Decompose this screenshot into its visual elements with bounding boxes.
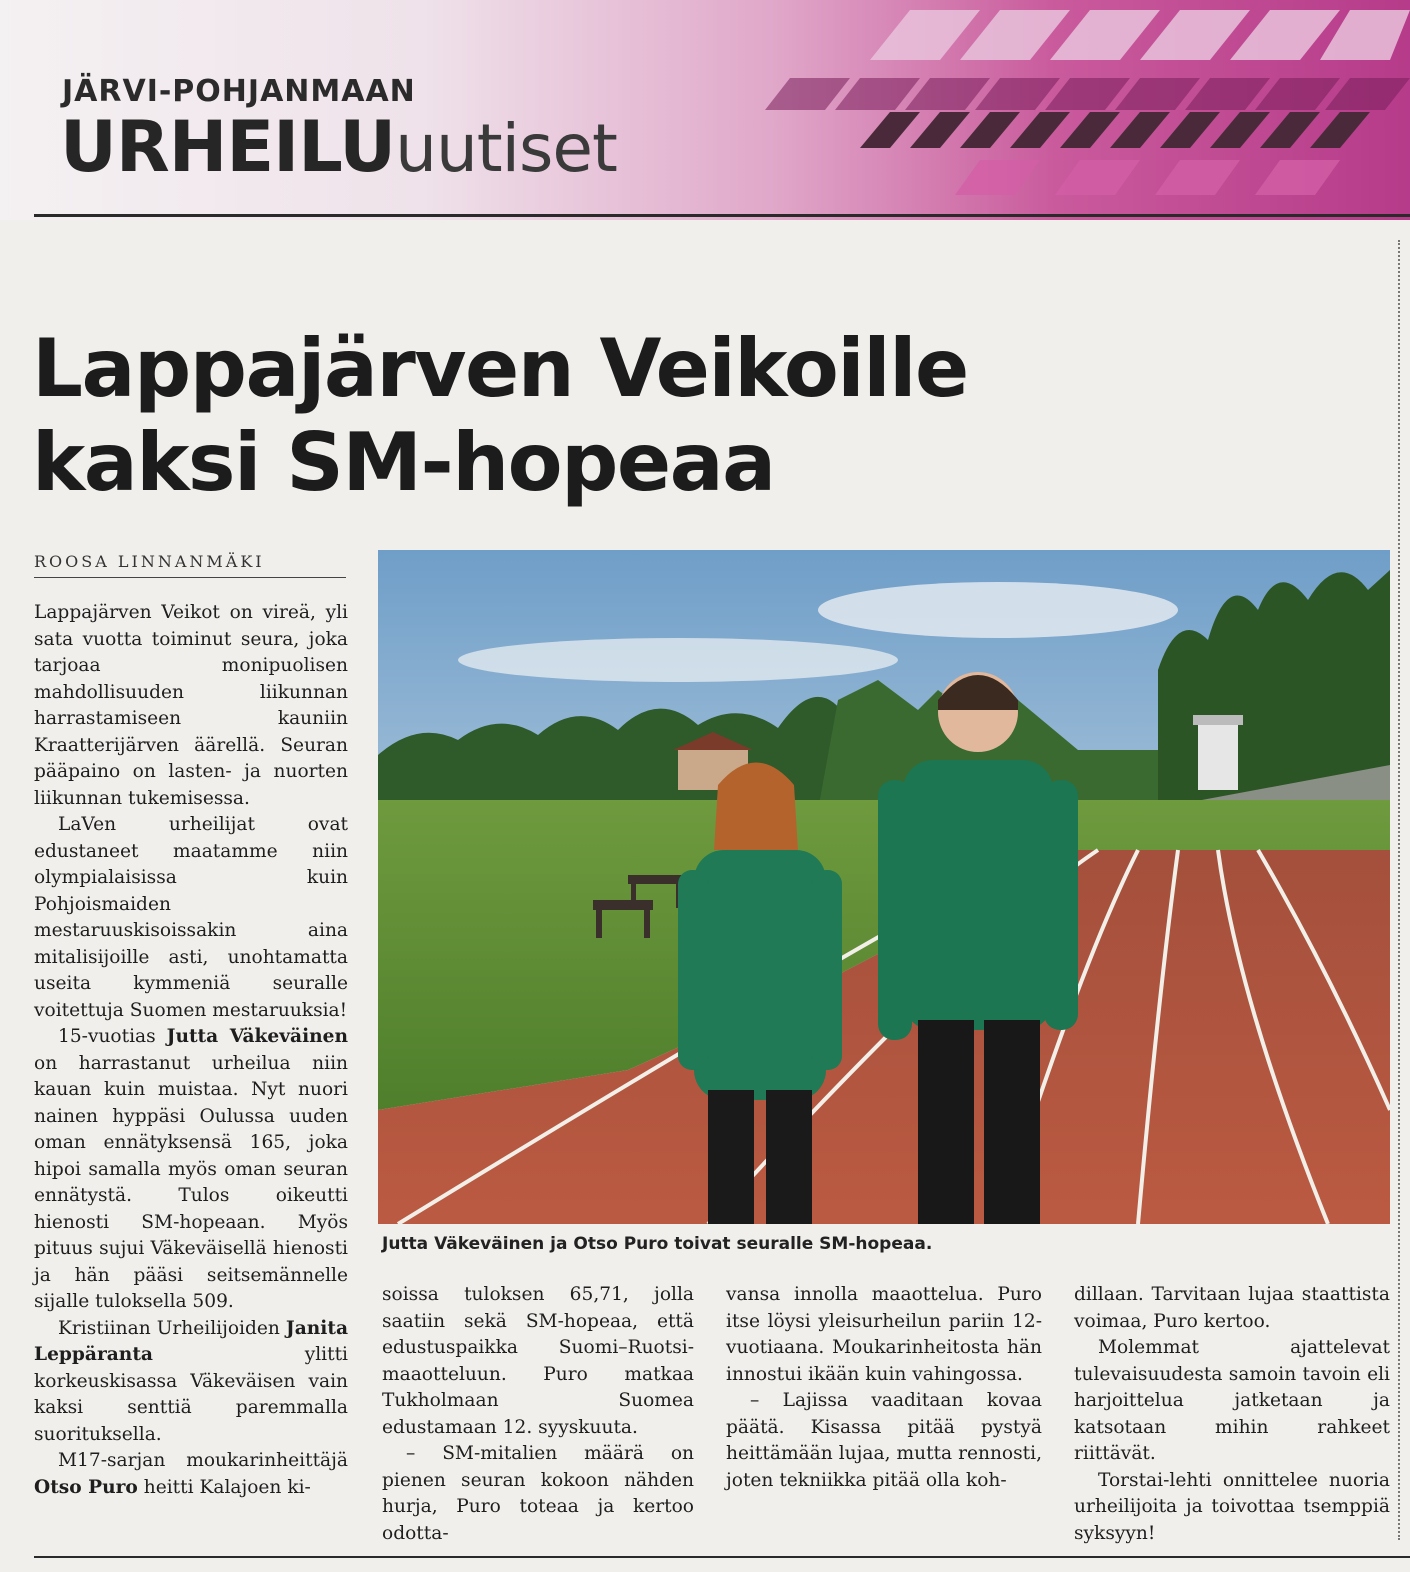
- paragraph: Lappajärven Veikot on vireä, yli sata vuotta toiminut seura, joka tarjoaa monipuolisen mahdollisuuden liikunnan harrastamiseen kauniin Kraatterijärven äärellä. Seuran pääpaino on lasten- ja nuorten liikunnan tukemisessa.: [34, 602, 348, 809]
- athlete-name: Jutta Väkeväinen: [166, 1026, 349, 1047]
- text-column-4: [1074, 1282, 1390, 1547]
- paragraph: – Lajissa vaaditaan kovaa päätä. Kisassa pitää pystyä heittämään lujaa, mutta rennosti, joten tekniikka pitää olla koh-: [726, 1390, 1042, 1491]
- column-divider: [1398, 240, 1400, 1540]
- paragraph: M17-sarjan moukarinheittäjä Otso Puro heitti Kalajoen ki-: [34, 1450, 348, 1498]
- paragraph: soissa tuloksen 65,71, jolla saatiin sekä SM-hopeaa, että edustuspaikka Suomi–Ruotsi-maaotteluun. Puro matkaa Tukholmaan Suomea edustamaan 12. syyskuuta.: [382, 1284, 694, 1438]
- headline-line-2: kaksi SM-hopeaa: [32, 416, 775, 509]
- paragraph: 15-vuotias Jutta Väkeväinen on harrastanut urheilua niin kauan kuin muistaa. Nyt nuori nainen hyppäsi Oulussa uuden oman ennätyksensä 165, joka hipoi samalla myös oman seuran ennätystä. Tulos oikeutti hienosti SM-hopeaan. Myös pituus sujui Väkeväisellä hienosti ja hän pääsi seitsemännelle sijalle tuloksella 509.: [34, 1026, 349, 1312]
- athlete-name: Otso Puro: [34, 1476, 138, 1498]
- photo-caption: Jutta Väkeväinen ja Otso Puro toivat seuralle SM-hopeaa.: [382, 1234, 933, 1254]
- section-title: [60, 106, 617, 188]
- bottom-rule: [34, 1556, 1410, 1558]
- paragraph: vansa innolla maaottelua. Puro itse löysi yleisurheilun pariin 12-vuotiaana. Moukarinheitosta hän innostui ikään kuin vahingossa.: [726, 1284, 1042, 1385]
- paragraph: – SM-mitalien määrä on pienen seuran kokoon nähden hurja, Puro toteaa ja kertoo odotta-: [382, 1443, 694, 1544]
- section-title-bold: URHEILU: [60, 106, 396, 188]
- text-column-2: [382, 1282, 694, 1547]
- text-column-3: [726, 1282, 1042, 1494]
- athletes-on-track-image: [378, 550, 1390, 1224]
- paragraph: Torstai-lehti onnittelee nuoria urheilijoita ja toivottaa tsemppiä syksyyn!: [1074, 1469, 1390, 1544]
- top-rule: [34, 214, 1410, 217]
- diagonal-stripes-decoration: [560, 0, 1410, 220]
- paragraph: LaVen urheilijat ovat edustaneet maatamme niin olympialaisissa kuin Pohjoismaiden mestaruuskisoissakin aina mitalisijoille asti, unohtamatta useita kymmeniä seuralle voitettuja Suomen mestaruuksia!: [34, 814, 348, 1021]
- paragraph: Kristiinan Urheilijoiden Janita Leppäranta ylitti korkeuskisassa Väkeväisen vain kaksi senttiä paremmalla suorituksella.: [34, 1317, 348, 1445]
- section-title-light: uutiset: [395, 110, 617, 187]
- article-headline: [32, 322, 1032, 510]
- paragraph: Molemmat ajattelevat tulevaisuudesta samoin tavoin eli harjoittelua jatketaan ja katsotaan mihin rahkeet riittävät.: [1074, 1337, 1390, 1464]
- masthead-kicker: JÄRVI-POHJANMAAN: [62, 74, 416, 109]
- athlete-name: Janita Leppäranta: [34, 1317, 348, 1365]
- article-photo: [378, 550, 1390, 1224]
- headline-line-1: Lappajärven Veikoille: [32, 322, 968, 415]
- paragraph: dillaan. Tarvitaan lujaa staattista voimaa, Puro kertoo.: [1074, 1284, 1390, 1332]
- byline-rule: [34, 577, 346, 578]
- text-column-1: [34, 600, 348, 1501]
- masthead-banner: [0, 0, 1410, 220]
- byline: ROOSA LINNANMÄKI: [34, 552, 265, 571]
